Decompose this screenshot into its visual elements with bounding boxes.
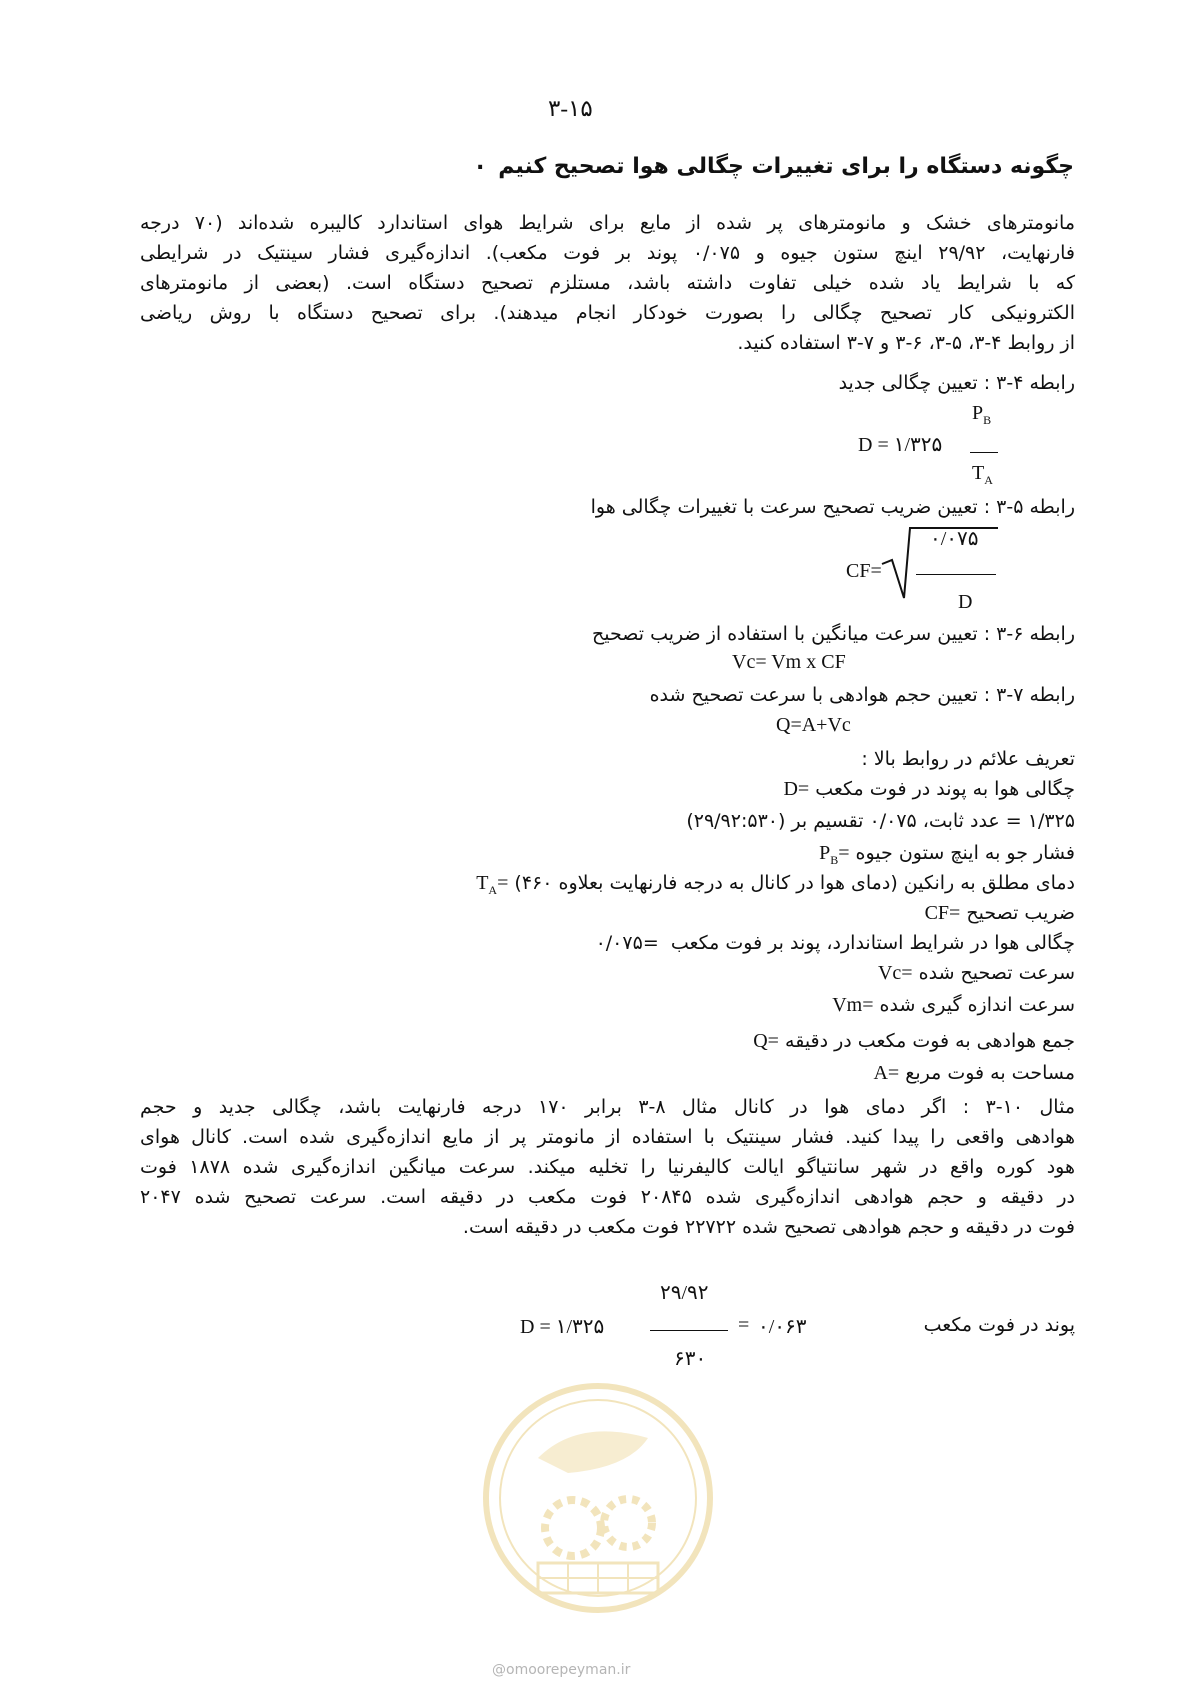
relation-4-fraction-bar [970, 452, 998, 453]
relation-5-fraction-bar [916, 574, 996, 575]
example-line: مثال ۱۰-۳ : اگر دمای هوا در کانال مثال ۸-۳ برابر ۱۷۰ درجه فارنهایت باشد، چگالی جدید و حجم [140, 1096, 1075, 1118]
intro-line: از روابط ۴-۳، ۵-۳، ۶-۳ و ۷-۳ استفاده کنید. [737, 332, 1075, 354]
symbol-TA: دمای مطلق به رانکین (دمای هوا در کانال به درجه فارنهایت بعلاوه ۴۶۰) $T_A=$ [476, 872, 1075, 897]
symbol-standard-density: چگالی هوا در شرایط استاندارد، پوند بر فوت مکعب =۰/۰۷۵ [595, 932, 1075, 954]
symbol-A: مساحت به فوت مربع A= [873, 1062, 1075, 1084]
intro-line: مانومترهای خشک و مانومترهای پر شده از مایع برای شرایط هوای استاندارد کالیبره شده‌اند (۷۰ درجه [140, 212, 1076, 234]
relation-6-caption: رابطه ۶-۳ : تعیین سرعت میانگین با استفاده از ضریب تصحیح [592, 623, 1075, 645]
symbol-D: چگالی هوا به پوند در فوت مکعب D= [783, 778, 1075, 800]
relation-7-formula: Q=A+Vc [776, 714, 851, 736]
intro-paragraph [140, 208, 1075, 358]
symbol-CF: ضریب تصحیح CF= [924, 902, 1075, 924]
heading-dot: . [476, 150, 485, 175]
calc-fraction-bar [650, 1330, 728, 1331]
relation-4-caption: رابطه ۴-۳ : تعیین چگالی جدید [838, 372, 1075, 394]
relation-6-formula: Vc= Vm x CF [732, 651, 846, 673]
intro-line: الکترونیکی کار تصحیح چگالی را بصورت خودکار انجام میدهند). برای تصحیح دستگاه با روش ریاضی [140, 302, 1075, 324]
symbol-PB: فشار جو به اینچ ستون جیوه $P_B=$ [819, 842, 1075, 867]
symbol-constant: ۱/۳۲۵ = عدد ثابت، ۰/۰۷۵ تقسیم بر (۲۹/۹۲:۵۳۰) [686, 810, 1075, 832]
calc-denominator: ۶۳۰ [674, 1348, 707, 1370]
relation-5-lhs: CF= [846, 560, 882, 582]
example-line: هوادهی واقعی را پیدا کنید. فشار سینتیک با استفاده از مانومتر پر از مایع اندازه‌گیری شده است. کانال هوای [140, 1126, 1075, 1148]
calc-equals: = [738, 1314, 750, 1336]
example-paragraph [140, 1092, 1075, 1242]
symbols-title: تعریف علائم در روابط بالا : [861, 748, 1075, 770]
watermark-logo [478, 1378, 718, 1618]
example-line: در دقیقه و حجم هوادهی اندازه‌گیری شده ۲۰۸۴۵ فوت مکعب در دقیقه است. سرعت تصحیح شده ۲۰۴۷ [140, 1186, 1075, 1208]
section-heading: چگونه دستگاه را برای تغییرات چگالی هوا تصحیح کنیم [498, 154, 1074, 179]
relation-4-denominator: $T_A$ [972, 462, 993, 487]
relation-4-lhs: D = ۱/۳۲۵ [858, 434, 943, 456]
symbol-Vm: سرعت اندازه گیری شده Vm= [832, 994, 1075, 1016]
relation-7-caption: رابطه ۷-۳ : تعیین حجم هوادهی با سرعت تصحیح شده [649, 684, 1075, 706]
page-number: ۳-۱۵ [548, 96, 593, 121]
relation-4-numerator: $P_B$ [972, 402, 992, 427]
calc-result: ۰/۰۶۳ [758, 1316, 807, 1338]
calc-numerator: ۲۹/۹۲ [660, 1282, 709, 1304]
calc-lhs: D = ۱/۳۲۵ [520, 1316, 605, 1338]
intro-line: که با شرایط یاد شده خیلی تفاوت داشته باشد، مستلزم تصحیح دستگاه است. (بعضی از مانومترهای [140, 272, 1075, 294]
symbol-Vc: سرعت تصحیح شده Vc= [877, 962, 1075, 984]
example-line: هود کوره واقع در شهر سانتیاگو ایالت کالیفرنیا را تخلیه میکند. سرعت میانگین اندازه‌گیری شده ۱۸۷۸ فوت [140, 1156, 1076, 1178]
relation-5-denominator: D [958, 591, 973, 613]
example-line: فوت در دقیقه و حجم هوادهی تصحیح شده ۲۲۷۲۲ فوت مکعب در دقیقه است. [462, 1216, 1075, 1238]
intro-line: فارنهایت، ۲۹/۹۲ اینچ ستون جیوه و ۰/۰۷۵ پوند بر فوت مکعب). اندازه‌گیری فشار سینتیک در شرایطی [140, 242, 1075, 264]
relation-5-caption: رابطه ۵-۳ : تعیین ضریب تصحیح سرعت با تغییرات چگالی هوا [590, 496, 1075, 518]
relation-5-numerator: ۰/۰۷۵ [930, 528, 979, 550]
calc-unit: پوند در فوت مکعب [923, 1314, 1075, 1336]
symbol-Q: جمع هوادهی به فوت مکعب در دقیقه Q= [753, 1030, 1075, 1052]
watermark-site-text: @omoorepeyman.ir [492, 1662, 631, 1678]
